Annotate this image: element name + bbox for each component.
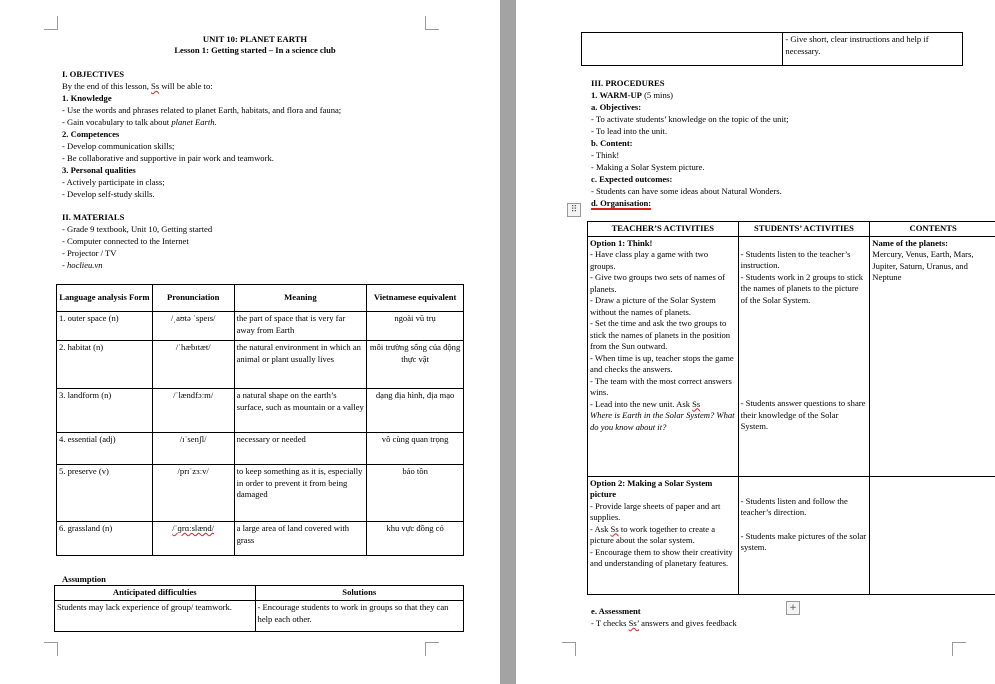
option1-lead: - Lead into the new unit. Ask Ss bbox=[590, 398, 701, 409]
knowledge-item: - Use the words and phrases related to planet Earth, habitats, and flora and fauna; bbox=[62, 105, 342, 115]
option2-title: Option 2: Making a Solar System picture bbox=[590, 477, 713, 499]
option1-title: Option 1: Think! bbox=[590, 237, 653, 248]
add-row-plus-icon[interactable]: + bbox=[786, 601, 800, 615]
knowledge-item: - Gain vocabulary to talk about planet Earth. bbox=[62, 117, 217, 127]
content-item: - Think! bbox=[591, 150, 620, 160]
outcomes-subheading: c. Expected outcomes: bbox=[591, 174, 673, 184]
table-row: 3. landform (n) /ˈlændfɔːm/ a natural shape on the earth’s surface, such as mountain or a valley dạng địa hình, địa mạo bbox=[57, 389, 464, 433]
col-header: STUDENTS’ ACTIVITIES bbox=[738, 222, 870, 237]
option1-teacher: - Have class play a game with two groups. - Give two groups two sets of names of planets. - Draw a picture of the Solar System without the names of planets. - Set the time and ask the two groups to stick the names of planets in the position from the Sun outward. - When time is up, teacher stops the game and checks the answers. - The team with the most correct answers wins. bbox=[590, 249, 734, 397]
table-move-handle-icon[interactable]: ⠿ bbox=[567, 203, 581, 217]
table-row bbox=[588, 236, 995, 476]
materials-section bbox=[62, 211, 212, 271]
objectives-section bbox=[62, 68, 341, 200]
procedures-heading: III. PROCEDURES bbox=[591, 78, 665, 88]
contents-body: Mercury, Venus, Earth, Mars, Jupiter, Saturn, Uranus, and Neptune bbox=[872, 249, 974, 282]
qualities-heading: 3. Personal qualities bbox=[62, 165, 136, 175]
unit-title: UNIT 10: PLANET EARTH bbox=[202, 34, 308, 44]
quality-item: - Develop self-study skills. bbox=[62, 189, 155, 199]
content-item: - Making a Solar System picture. bbox=[591, 162, 705, 172]
table-row: 1. outer space (n) /ˌaʊtə ˈspeɪs/ the part of space that is very far away from Earth ngoài vũ trụ bbox=[57, 312, 464, 341]
lesson-title: Lesson 1: Getting started – In a science club bbox=[174, 45, 336, 55]
col-header: TEACHER’S ACTIVITIES bbox=[588, 222, 739, 237]
knowledge-heading: 1. Knowledge bbox=[62, 93, 112, 103]
table-row: 4. essential (adj) /ɪˈsenʃl/ necessary or needed vô cùng quan trọng bbox=[57, 433, 464, 465]
option2-students: - Students make pictures of the solar system. bbox=[740, 530, 867, 552]
assessment-section bbox=[591, 605, 737, 629]
warmup-heading: 1. WARM-UP (5 mins) bbox=[591, 90, 673, 100]
material-item: - Grade 9 textbook, Unit 10, Getting started bbox=[62, 224, 213, 234]
activities-table bbox=[587, 221, 995, 595]
table-row: Students may lack experience of group/ teamwork. - Encourage students to work in groups so that they can help each other. bbox=[55, 601, 464, 632]
option1-question: Where is Earth in the Solar System? What do you know about it? bbox=[590, 410, 735, 432]
table-row: 5. preserve (v) /prɪˈzɜːv/ to keep something as it is, especially in order to prevent it from being damaged bảo tồn bbox=[57, 465, 464, 522]
col-header: Meaning bbox=[234, 285, 367, 312]
assumption-table bbox=[54, 585, 464, 632]
col-header: Language analysis Form bbox=[57, 285, 153, 312]
col-header: Pronunciation bbox=[152, 285, 234, 312]
option2-students: - Students listen and follow the teacher’s direction. bbox=[740, 495, 848, 517]
objective-item: - To lead into the unit. bbox=[591, 126, 668, 136]
assessment-heading: e. Assessment bbox=[591, 606, 641, 616]
col-header: Anticipated difficulties bbox=[55, 586, 256, 601]
procedures-section bbox=[591, 77, 789, 209]
outcome-item: - Students can have some ideas about Natural Wonders. bbox=[591, 186, 782, 196]
corner-mark bbox=[425, 642, 439, 656]
table-row: 6. grassland (n) /ˈɡrɑːslænd/ a large area of land covered with grass khu vực đồng cỏ bbox=[57, 522, 464, 556]
content-subheading: b. Content: bbox=[591, 138, 633, 148]
objectives-intro: By the end of this lesson, Ss will be able to: bbox=[62, 81, 213, 91]
col-header: CONTENTS bbox=[870, 222, 995, 237]
option2-teacher: - Provide large sheets of paper and art supplies. bbox=[590, 500, 721, 522]
competence-item: - Be collaborative and supportive in pair work and teamwork. bbox=[62, 153, 274, 163]
corner-mark bbox=[44, 16, 58, 30]
organisation-subheading: d. Organisation: bbox=[591, 198, 652, 208]
material-item: - hoclieu.vn bbox=[62, 260, 103, 270]
objectives-heading: I. OBJECTIVES bbox=[62, 69, 125, 79]
option2-teacher: - Ask Ss to work together to create a picture about the solar system. bbox=[590, 523, 716, 545]
corner-mark bbox=[44, 642, 58, 656]
option2-teacher: - Encourage them to show their creativity and understanding of planetary features. bbox=[590, 546, 733, 568]
table-row bbox=[588, 476, 995, 594]
materials-heading: II. MATERIALS bbox=[62, 212, 125, 222]
table-row: 2. habitat (n) /ˈhæbɪtæt/ the natural environment in which an animal or plant usually lives môi trường sống của động thực vật bbox=[57, 341, 464, 389]
assumption-heading: Assumption bbox=[62, 574, 106, 584]
option1-students: - Students listen to the teacher’s instruction. - Students work in 2 groups to stick the names of planets to the picture of the Solar System. bbox=[740, 248, 864, 305]
continuation-table bbox=[581, 32, 963, 66]
competences-heading: 2. Competences bbox=[62, 129, 120, 139]
option1-students-answer: - Students answer questions to share their knowledge of the Solar System. bbox=[740, 398, 866, 431]
col-header: Solutions bbox=[255, 586, 463, 601]
table-cell: - Give short, clear instructions and help if necessary. bbox=[783, 33, 963, 66]
col-header: Vietnamese equivalent bbox=[367, 285, 464, 312]
competence-item: - Develop communication skills; bbox=[62, 141, 175, 151]
quality-item: - Actively participate in class; bbox=[62, 177, 165, 187]
material-item: - Computer connected to the Internet bbox=[62, 236, 189, 246]
contents-heading: Name of the planets: bbox=[872, 237, 948, 248]
corner-mark bbox=[952, 642, 966, 656]
corner-mark bbox=[425, 16, 439, 30]
vocabulary-table bbox=[56, 284, 464, 556]
corner-mark bbox=[562, 642, 576, 656]
material-item: - Projector / TV bbox=[62, 248, 117, 258]
assessment-item: - T checks Ss’ answers and gives feedback bbox=[591, 618, 737, 628]
objectives-subheading: a. Objectives: bbox=[591, 102, 642, 112]
objective-item: - To activate students’ knowledge on the topic of the unit; bbox=[591, 114, 789, 124]
document-page-right[interactable] bbox=[516, 0, 995, 684]
